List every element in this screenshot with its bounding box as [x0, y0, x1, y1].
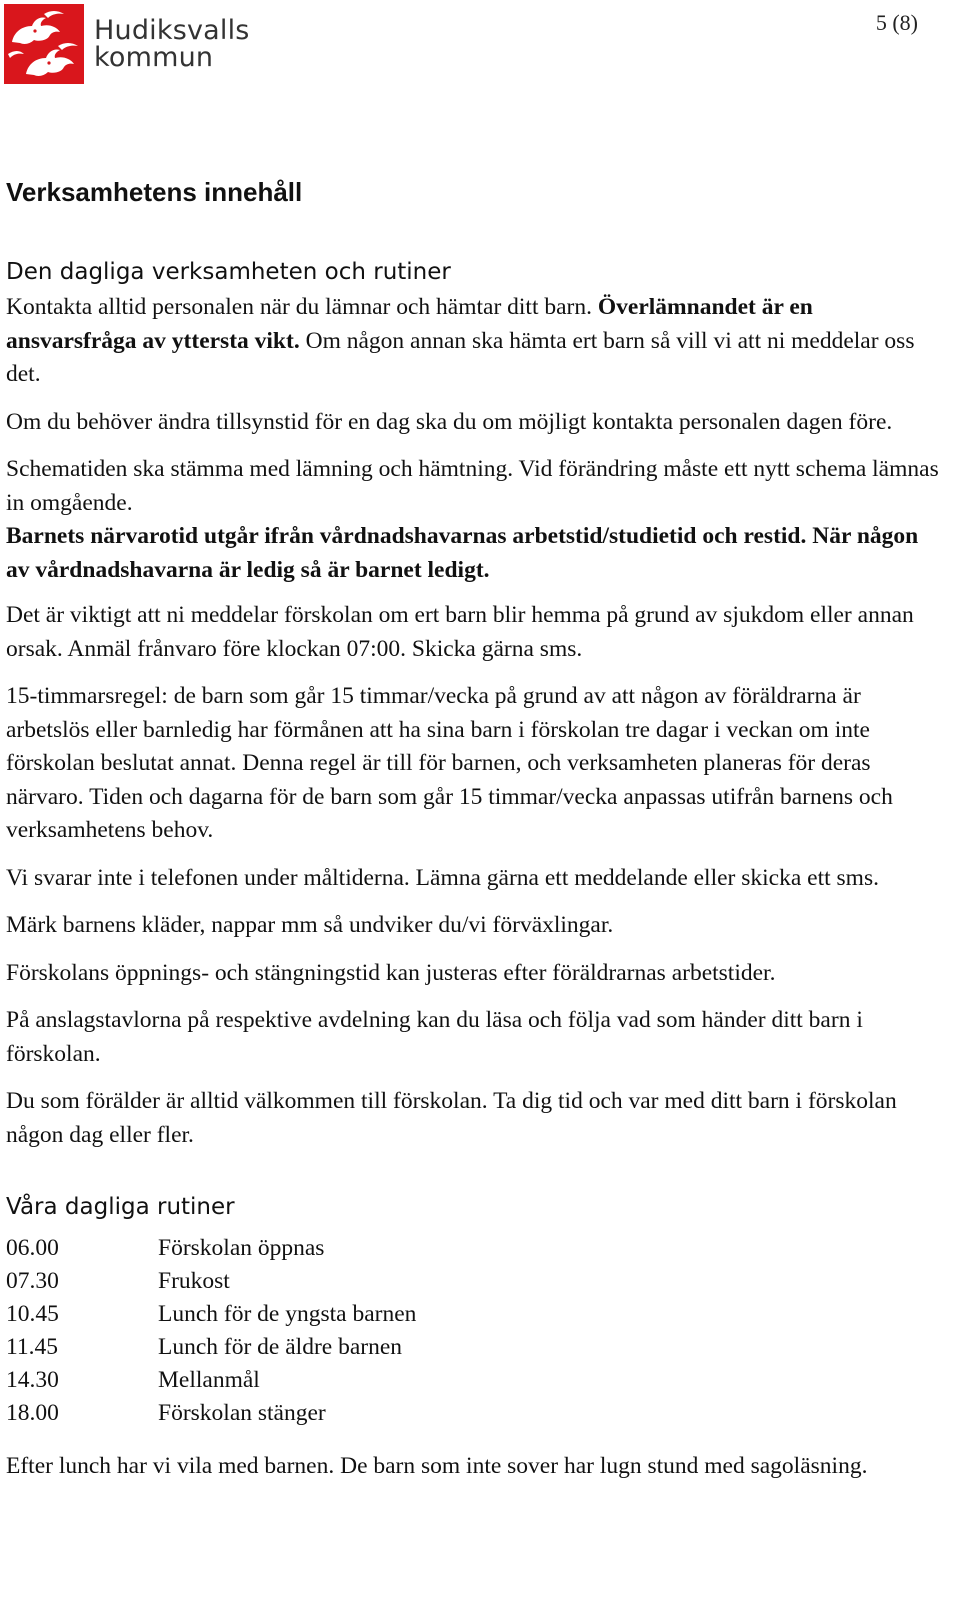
routine-label: Lunch för de yngsta barnen [158, 1301, 417, 1327]
paragraph-opening-hours: Förskolans öppnings- och stängningstid kan justeras efter föräldrarnas arbetstider. [6, 959, 776, 986]
paragraph-phone: Vi svarar inte i telefonen under måltiderna. Lämna gärna ett meddelande eller skicka ett sms. [6, 864, 879, 891]
routine-item [6, 1397, 946, 1430]
paragraph-absence: Det är viktigt att ni meddelar förskolan om ert barn blir hemma på grund av sjukdom eller annan orsak. Anmäl frånvaro före klockan 07:00. Skicka gärna sms. [6, 602, 914, 662]
subsection-title-daily: Den dagliga verksamheten och rutiner [6, 259, 451, 285]
routine-item [6, 1265, 946, 1298]
routines-list [6, 1232, 946, 1430]
routine-time: 06.00 [6, 1235, 59, 1261]
routine-item [6, 1364, 946, 1397]
logo-line-2: kommun [94, 42, 214, 73]
routine-time: 11.45 [6, 1334, 59, 1360]
routine-label: Frukost [158, 1268, 230, 1294]
paragraph-attendance-bold [6, 520, 946, 587]
routine-label: Förskolan öppnas [158, 1235, 325, 1261]
paragraph-change-time: Om du behöver ändra tillsynstid för en dag ska du om möjligt kontakta personalen dagen före. [6, 408, 893, 435]
logo-wordmark [94, 17, 250, 71]
routine-time: 14.30 [6, 1367, 59, 1393]
paragraph-15-hour-rule: 15-timmarsregel: de barn som går 15 timmar/vecka på grund av att någon av föräldrarna är arbetslös eller barnledig har förmånen att ha sina barn i förskolan tre dagar i veckan om inte förskolan beslutat annat. Denna regel är till för barnen, och verksamheten planeras för deras närvaro. Tiden och dagarna för de barn som går 15 timmar/vecka anpassas utifrån barnens och verksamhetens behov. [6, 683, 893, 843]
routine-time: 18.00 [6, 1400, 59, 1426]
paragraph-schedule: Schematiden ska stämma med lämning och hämtning. Vid förändring måste ett nytt schema lämnas in omgående. [6, 456, 939, 516]
paragraph-rest: Efter lunch har vi vila med barnen. De barn som inte sover har lugn stund med sagoläsning. [6, 1453, 868, 1479]
section-title: Verksamhetens innehåll [6, 177, 303, 207]
paragraph-handover-bold: Överlämnandet är en ansvarsfråga av yttersta vikt. [6, 294, 813, 354]
paragraph-labels: Märk barnens kläder, nappar mm så undviker du/vi förväxlingar. [6, 912, 614, 938]
paragraph-handover [6, 291, 946, 392]
goat-emblem-icon [4, 4, 84, 84]
routine-item [6, 1331, 946, 1364]
municipality-logo [4, 4, 250, 84]
main-content [6, 175, 946, 1498]
paragraph-handover-part-1: Kontakta alltid personalen när du lämnar och hämtar ditt barn. [6, 294, 598, 320]
paragraph-welcome: Du som förälder är alltid välkommen till förskolan. Ta dig tid och var med ditt barn i förskolan någon dag eller fler. [6, 1088, 897, 1148]
paragraph-notice-boards: På anslagstavlorna på respektive avdelning kan du läsa och följa vad som händer ditt barn i förskolan. [6, 1007, 863, 1067]
subsection-title-routines: Våra dagliga rutiner [6, 1194, 235, 1220]
routine-label: Mellanmål [158, 1367, 260, 1393]
logo-line-1: Hudiksvalls [94, 15, 250, 46]
attendance-bold-text: Barnets närvarotid utgår ifrån vårdnadshavarnas arbetstid/studietid och restid. När någon av vårdnadshavarna är ledig så är barnet ledigt. [6, 523, 919, 583]
routine-label: Förskolan stänger [158, 1400, 326, 1426]
routine-item [6, 1232, 946, 1265]
routine-time: 10.45 [6, 1301, 59, 1327]
page-number: 5 (8) [875, 10, 918, 35]
routine-item [6, 1298, 946, 1331]
paragraph-handover-part-2: Om någon annan ska hämta ert barn så vill vi att ni meddelar oss det. [6, 327, 915, 387]
routine-label: Lunch för de äldre barnen [158, 1334, 403, 1360]
routine-time: 07.30 [6, 1268, 59, 1294]
